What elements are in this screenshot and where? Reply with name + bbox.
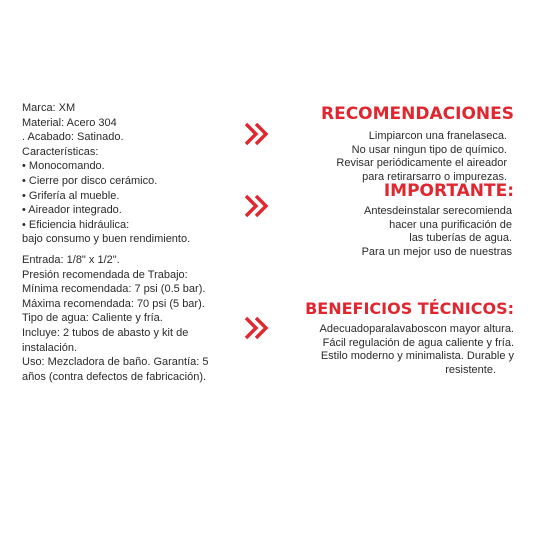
spec-line: • Aireador integrado. <box>22 204 122 217</box>
text-line: hacer una purificación de <box>389 218 512 231</box>
detail-line: Tipo de agua: Caliente y fría. <box>22 312 163 325</box>
beneficios-text <box>320 323 514 377</box>
text-line: No usar ningun tipo de químico. <box>351 143 507 156</box>
recomendaciones-text <box>336 130 507 184</box>
spec-line: • Monocomando. <box>22 160 105 173</box>
detail-line: Mínima recomendada: 7 psi (0.5 bar). <box>22 283 206 296</box>
double-chevron-right-icon <box>243 193 275 219</box>
detail-line: Entrada: 1/8" x 1/2". <box>22 253 120 266</box>
beneficios-heading: BENEFICIOS TÉCNICOS: <box>305 299 514 318</box>
spec-line: • Eficiencia hidráulica: <box>22 218 130 231</box>
detail-line: instalación. <box>22 341 78 354</box>
text-line: las tuberías de agua. <box>409 232 512 245</box>
detail-line: Máxima recomendada: 70 psi (5 bar). <box>22 297 205 310</box>
detail-line: Uso: Mezcladora de baño. Garantía: 5 <box>22 356 209 369</box>
spec-line: • Grifería al mueble. <box>22 189 120 202</box>
product-specs <box>22 101 234 384</box>
spec-line: Material: Acero 304 <box>22 116 117 129</box>
spec-line: bajo consumo y buen rendimiento. <box>22 233 191 246</box>
text-line: Fácil regulación de agua caliente y fría. <box>322 336 514 349</box>
text-line: Limpiarcon una franelaseca. <box>368 130 507 142</box>
double-chevron-right-icon <box>243 315 275 341</box>
detail-line: Incluye: 2 tubos de abasto y kit de <box>22 326 189 339</box>
text-line: resistente. <box>445 363 496 376</box>
text-line: Antesdeinstalar serecomienda <box>364 205 512 217</box>
recomendaciones-heading: RECOMENDACIONES <box>321 104 514 124</box>
text-line: Estilo moderno y minimalista. Durable y <box>320 350 514 363</box>
text-line: para retirarsarro o impurezas. <box>362 170 507 183</box>
detail-line: años (contra defectos de fabricación). <box>22 370 207 383</box>
text-line: Para un mejor uso de nuestras <box>361 245 512 258</box>
spec-line: • Cierre por disco cerámico. <box>22 174 158 187</box>
double-chevron-right-icon <box>243 121 275 147</box>
spec-line: . Acabado: Satinado. <box>22 131 124 144</box>
importante-text <box>362 205 512 259</box>
spec-line: Características: <box>22 145 99 158</box>
importante-heading: IMPORTANTE: <box>383 181 514 201</box>
detail-line: Presión recomendada de Trabajo: <box>22 268 188 281</box>
text-line: Adecuadoparalavaboscon mayor altura. <box>319 323 514 335</box>
text-line: Revisar periódicamente el aireador <box>336 157 507 170</box>
spec-line: Marca: XM <box>22 102 76 114</box>
